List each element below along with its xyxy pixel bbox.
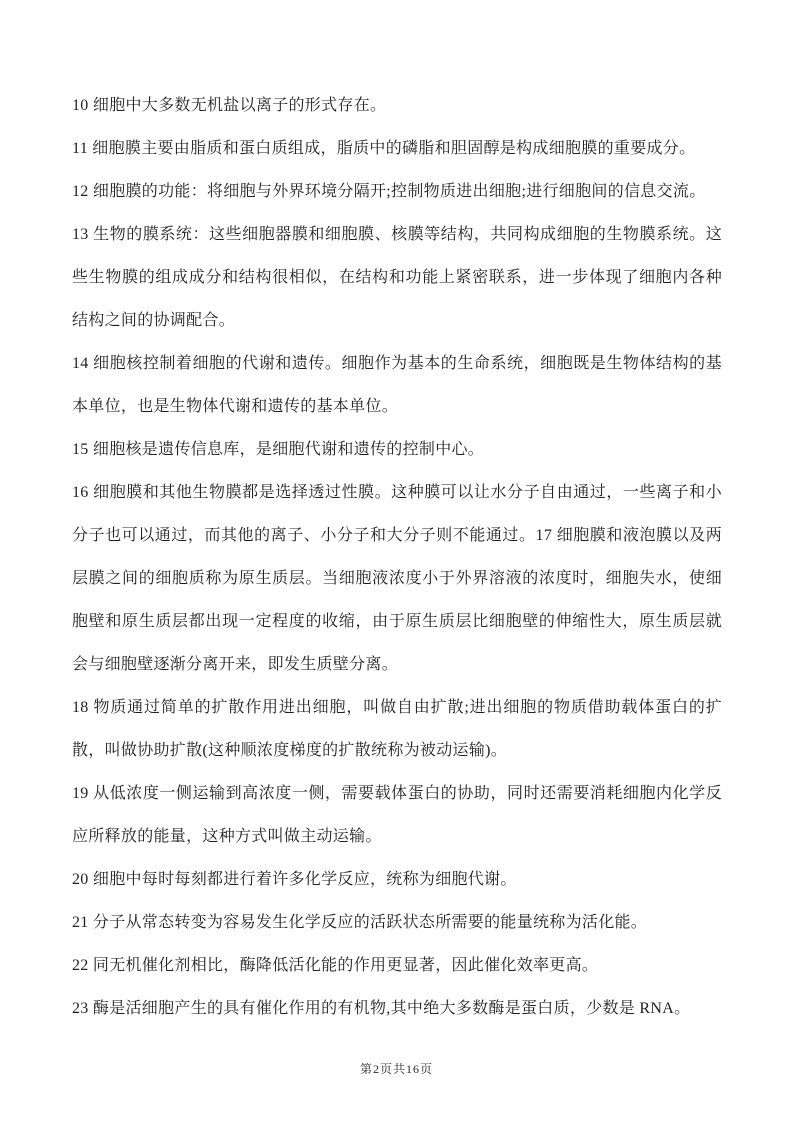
paragraph: 15 细胞核是遗传信息库，是细胞代谢和遗传的控制中心。 [72,441,485,458]
paragraph: 19 从低浓度一侧运输到高浓度一侧，需要载体蛋白的协助，同时还需要消耗细胞内化学反应所释放的能量，这种方式叫做主动运输。 [72,785,722,845]
paragraph: 11 细胞膜主要由脂质和蛋白质组成，脂质中的磷脂和胆固醇是构成细胞膜的重要成分。 [72,140,696,157]
paragraph: 10 细胞中大多数无机盐以离子的形式存在。 [72,97,387,114]
paragraph: 16 细胞膜和其他生物膜都是选择透过性膜。这种膜可以让水分子自由通过，一些离子和小分子也可以通过，而其他的离子、小分子和大分子则不能通过。17 细胞膜和液泡膜以及两层膜之间的细胞质称为原生质层。当细胞液浓度小于外界溶液的浓度时，细胞失水，使细胞壁和原生质层都出现一定程度的收缩，由于原生质层比细胞壁的伸缩性大，原生质层就会与细胞壁逐渐分离开来，即发生质壁分离。 [72,484,722,673]
paragraph: 21 分子从常态转变为容易发生化学反应的活跃状态所需要的能量统称为活化能。 [72,914,648,931]
paragraph: 22 同无机催化剂相比，酶降低活化能的作用更显著，因此催化效率更高。 [72,957,599,974]
paragraph: 18 物质通过简单的扩散作用进出细胞，叫做自由扩散;进出细胞的物质借助载体蛋白的扩散，叫做协助扩散(这种顺浓度梯度的扩散统称为被动运输)。 [72,699,722,759]
paragraph: 23 酶是活细胞产生的具有催化作用的有机物,其中绝大多数酶是蛋白质，少数是 RNA。 [72,1000,691,1017]
paragraph: 12 细胞膜的功能：将细胞与外界环境分隔开;控制物质进出细胞;进行细胞间的信息交流。 [72,183,706,200]
document-body [72,84,722,1030]
page-footer: 第2页共16页 [359,1062,433,1076]
paragraph: 13 生物的膜系统：这些细胞器膜和细胞膜、核膜等结构，共同构成细胞的生物膜系统。这些生物膜的组成成分和结构很相似，在结构和功能上紧密联系，进一步体现了细胞内各种结构之间的协调配合。 [72,226,722,329]
paragraph: 20 细胞中每时每刻都进行着许多化学反应，统称为细胞代谢。 [72,871,517,888]
paragraph: 14 细胞核控制着细胞的代谢和遗传。细胞作为基本的生命系统，细胞既是生物体结构的基本单位，也是生物体代谢和遗传的基本单位。 [72,355,722,415]
